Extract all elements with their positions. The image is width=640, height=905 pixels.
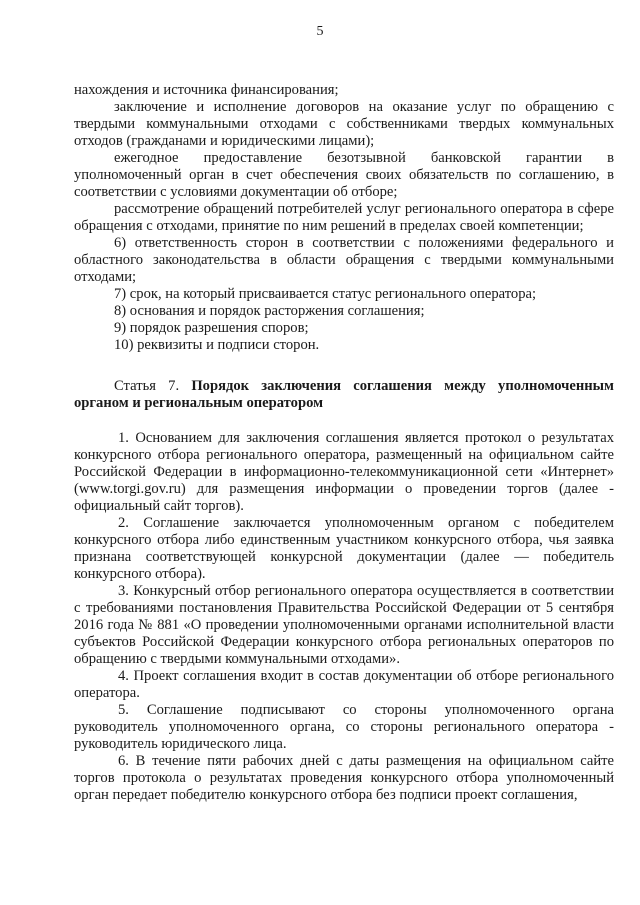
paragraph-item: 6) ответственность сторон в соответствии с положениями федерального и областного законодательства в области обращения с твердыми коммунальными отходами; <box>74 235 614 285</box>
paragraph-clause: 4. Проект соглашения входит в состав документации об отборе регионального оператора. <box>74 668 614 701</box>
paragraph-item: 7) срок, на который присваивается статус регионального оператора; <box>114 286 537 302</box>
paragraph-clause: 3. Конкурсный отбор регионального оператора осуществляется в соответствии с требованиями постановления Правительства Российской Федерации от 5 сентября 2016 года № 881 «О проведении уполномоченными органами исполнительной власти субъектов Российской Федерации конкурсного отбора региональных операторов по обращению с твердыми коммунальными отходами». <box>74 583 614 667</box>
article-label: Статья 7. <box>114 378 180 394</box>
article-title: Порядок заключения соглашения между уполномоченным органом и региональным оператором <box>74 378 614 411</box>
paragraph-continuation: нахождения и источника финансирования; <box>74 82 339 98</box>
document-body <box>74 82 614 804</box>
paragraph-clause: 1. Основанием для заключения соглашения является протокол о результатах конкурсного отбора регионального оператора, размещенный на официальном сайте Российской Федерации в информационно-телекоммуникационной сети «Интернет» (www.torgi.gov.ru) для размещения информации о проведении торгов (далее - официальный сайт торгов). <box>74 430 614 514</box>
paragraph-clause: 2. Соглашение заключается уполномоченным органом с победителем конкурсного отбора либо единственным участником конкурсного отбора, чья заявка признана соответствующей конкурсной документации (далее — победитель конкурсного отбора). <box>74 515 614 582</box>
paragraph-item: 10) реквизиты и подписи сторон. <box>114 337 320 353</box>
paragraph-item: 9) порядок разрешения споров; <box>114 320 309 336</box>
paragraph-item: ежегодное предоставление безотзывной банковской гарантии в уполномоченный орган в счет обеспечения своих обязательств по соглашению, в соответствии с условиями документации об отборе; <box>74 150 614 200</box>
paragraph-item: 8) основания и порядок расторжения соглашения; <box>114 303 425 319</box>
paragraph-item: рассмотрение обращений потребителей услуг регионального оператора в сфере обращения с отходами, принятие по ним решений в пределах своей компетенции; <box>74 201 614 234</box>
paragraph-item: заключение и исполнение договоров на оказание услуг по обращению с твердыми коммунальными отходами с собственниками твердых коммунальных отходов (гражданами и юридическими лицами); <box>74 99 614 149</box>
page-number: 5 <box>316 24 324 39</box>
paragraph-clause: 6. В течение пяти рабочих дней с даты размещения на официальном сайте торгов протокола о результатах проведения конкурсного отбора уполномоченный орган передает победителю конкурсного отбора без подписи проект соглашения, <box>74 753 614 803</box>
paragraph-clause: 5. Соглашение подписывают со стороны уполномоченного органа руководитель уполномоченного органа, со стороны регионального оператора - руководитель юридического лица. <box>74 702 614 752</box>
article-heading <box>74 378 614 412</box>
